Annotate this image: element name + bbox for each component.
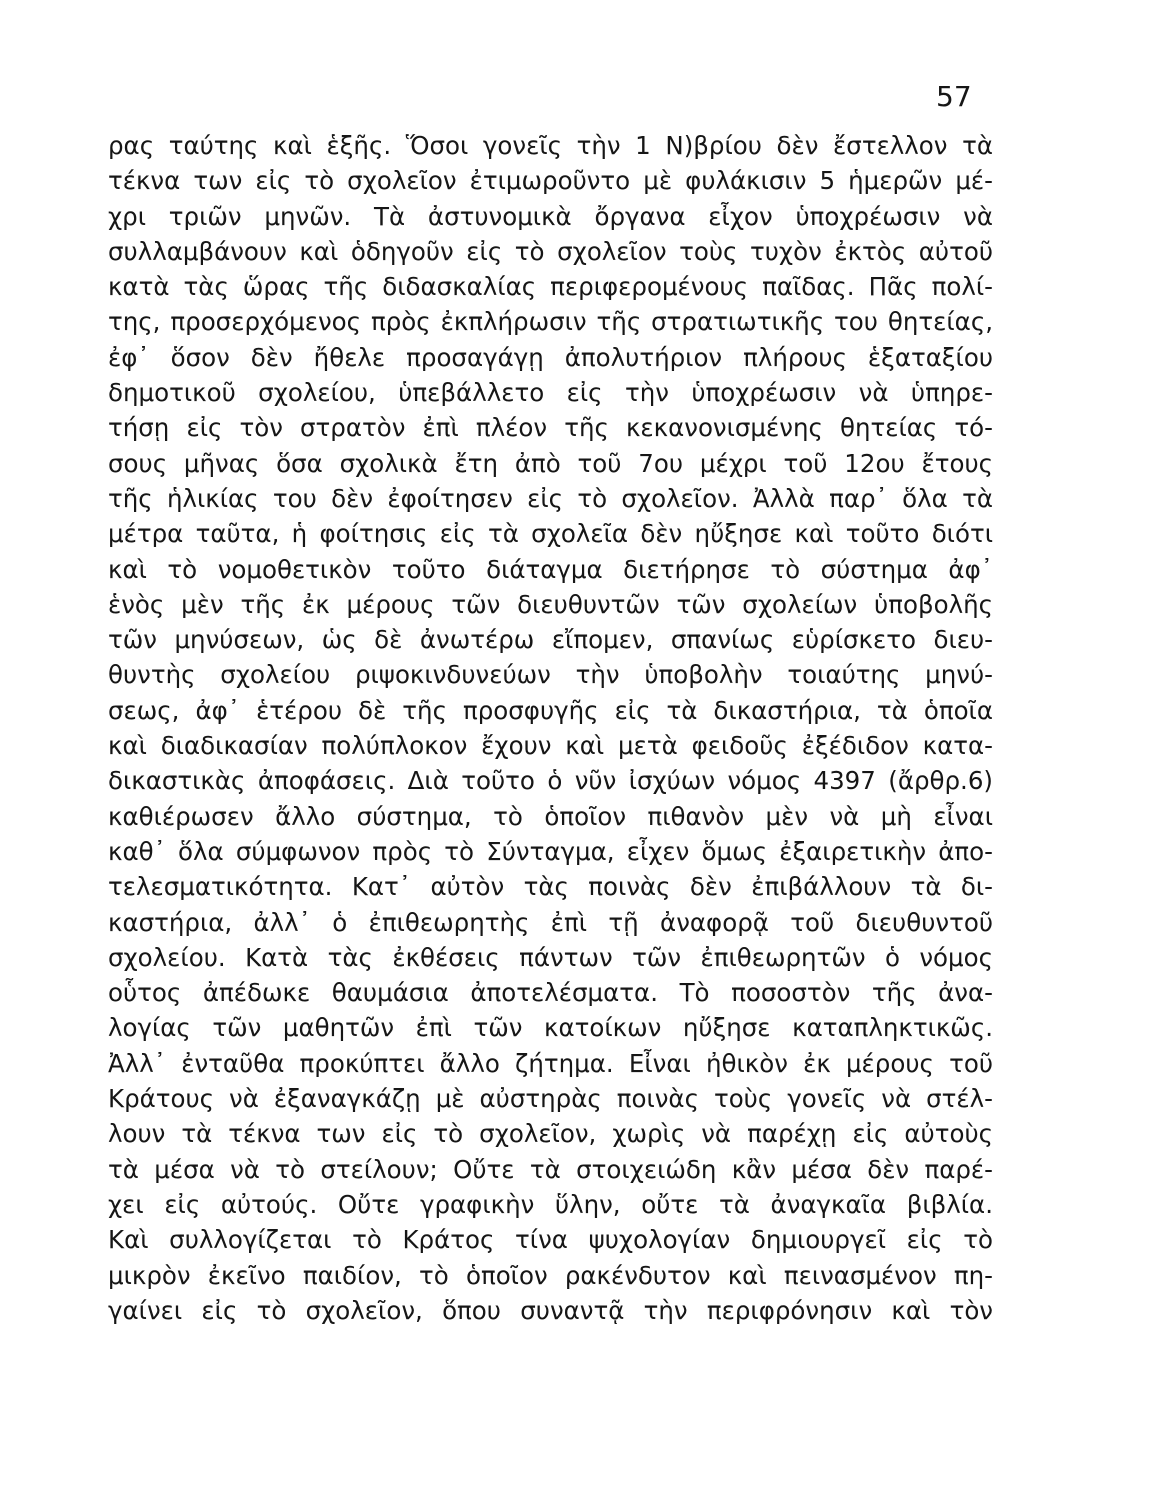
text-line: τήσῃ εἰς τὸν στρατὸν ἐπὶ πλέον τῆς κεκανονισμένης θητείας τό- [108, 413, 993, 443]
text-line: οὗτος ἀπέδωκε θαυμάσια ἀποτελέσματα. Τὸ ποσοστὸν τῆς ἀνα- [108, 978, 993, 1008]
text-line: γαίνει εἰς τὸ σχολεῖον, ὅπου συναντᾷ τὴν περιφρόνησιν καὶ τὸν [108, 1295, 993, 1325]
text-line: χρι τριῶν μηνῶν. Τὰ ἀστυνομικὰ ὄργανα εἶχον ὑποχρέωσιν νὰ [108, 201, 993, 231]
text-line: συλλαμβάνουν καὶ ὁδηγοῦν εἰς τὸ σχολεῖον τοὺς τυχὸν ἐκτὸς αὐτοῦ [108, 236, 993, 266]
text-line: ἑνὸς μὲν τῆς ἐκ μέρους τῶν διευθυντῶν τῶν σχολείων ὑποβολῆς [108, 589, 993, 619]
text-line: καὶ τὸ νομοθετικὸν τοῦτο διάταγμα διετήρησε τὸ σύστημα ἀφ᾽ [108, 554, 993, 584]
text-line: Κράτους νὰ ἐξαναγκάζῃ μὲ αὐστηρὰς ποινὰς τοὺς γονεῖς νὰ στέλ- [108, 1084, 993, 1114]
text-line: Ἀλλ᾽ ἐνταῦθα προκύπτει ἄλλο ζήτημα. Εἶναι ἠθικὸν ἐκ μέρους τοῦ [108, 1048, 993, 1078]
text-line: σχολείου. Κατὰ τὰς ἐκθέσεις πάντων τῶν ἐπιθεωρητῶν ὁ νόμος [108, 942, 993, 972]
text-line: λογίας τῶν μαθητῶν ἐπὶ τῶν κατοίκων ηὔξησε καταπληκτικῶς. [108, 1013, 993, 1043]
text-line: τῆς ἡλικίας του δὲν ἐφοίτησεν εἰς τὸ σχολεῖον. Ἀλλὰ παρ᾽ ὅλα τὰ [108, 483, 993, 513]
text-line: λουν τὰ τέκνα των εἰς τὸ σχολεῖον, χωρὶς νὰ παρέχῃ εἰς αὐτοὺς [108, 1119, 993, 1149]
text-line: δημοτικοῦ σχολείου, ὑπεβάλλετο εἰς τὴν ὑποχρέωσιν νὰ ὑπηρε- [108, 378, 993, 408]
text-line: δικαστικὰς ἀποφάσεις. Διὰ τοῦτο ὁ νῦν ἰσχύων νόμος 4397 (ἄρθρ.6) [108, 766, 993, 796]
text-line: τελεσματικότητα. Κατ᾽ αὐτὸν τὰς ποινὰς δὲν ἐπιβάλλουν τὰ δι- [108, 872, 993, 902]
text-line: μέτρα ταῦτα, ἡ φοίτησις εἰς τὰ σχολεῖα δὲν ηὔξησε καὶ τοῦτο διότι [108, 519, 993, 549]
text-line: σους μῆνας ὅσα σχολικὰ ἔτη ἀπὸ τοῦ 7ου μέχρι τοῦ 12ου ἔτους [108, 448, 993, 478]
text-line: τέκνα των εἰς τὸ σχολεῖον ἐτιμωροῦντο μὲ φυλάκισιν 5 ἡμερῶν μέ- [108, 166, 993, 196]
text-line: καθιέρωσεν ἄλλο σύστημα, τὸ ὁποῖον πιθανὸν μὲν νὰ μὴ εἶναι [108, 801, 993, 831]
text-line: χει εἰς αὐτούς. Οὔτε γραφικὴν ὕλην, οὔτε τὰ ἀναγκαῖα βιβλία. [108, 1189, 993, 1219]
text-line: της, προσερχόμενος πρὸς ἐκπλήρωσιν τῆς στρατιωτικῆς του θητείας, [108, 307, 993, 337]
text-line: τὰ μέσα νὰ τὸ στείλουν; Οὔτε τὰ στοιχειώδη κἂν μέσα δὲν παρέ- [108, 1154, 993, 1184]
text-line: τῶν μηνύσεων, ὡς δὲ ἀνωτέρω εἴπομεν, σπανίως εὑρίσκετο διευ- [108, 625, 993, 655]
text-line: καστήρια, ἀλλ᾽ ὁ ἐπιθεωρητὴς ἐπὶ τῇ ἀναφορᾷ τοῦ διευθυντοῦ [108, 907, 993, 937]
body-text [108, 128, 993, 1328]
text-line: ρας ταύτης καὶ ἑξῆς. Ὅσοι γονεῖς τὴν 1 Ν)βρίου δὲν ἔστελλον τὰ [108, 131, 993, 160]
text-line: καὶ διαδικασίαν πολύπλοκον ἔχουν καὶ μετὰ φειδοῦς ἐξέδιδον κατα- [108, 731, 993, 761]
text-line: καθ᾽ ὅλα σύμφωνον πρὸς τὸ Σύνταγμα, εἶχεν ὅμως ἐξαιρετικὴν ἀπο- [108, 836, 993, 866]
text-line: Καὶ συλλογίζεται τὸ Κράτος τίνα ψυχολογίαν δημιουργεῖ εἰς τὸ [108, 1225, 993, 1255]
text-line: σεως, ἀφ᾽ ἑτέρου δὲ τῆς προσφυγῆς εἰς τὰ δικαστήρια, τὰ ὁποῖα [108, 695, 993, 725]
text-line: μικρὸν ἐκεῖνο παιδίον, τὸ ὁποῖον ρακένδυτον καὶ πεινασμένον πη- [108, 1260, 993, 1290]
page-number: 57 [936, 80, 972, 113]
text-line: θυντὴς σχολείου ριψοκινδυνεύων τὴν ὑποβολὴν τοιαύτης μηνύ- [108, 660, 993, 690]
text-line: κατὰ τὰς ὥρας τῆς διδασκαλίας περιφερομένους παῖδας. Πᾶς πολί- [108, 272, 993, 302]
text-line: ἐφ᾽ ὅσον δὲν ἤθελε προσαγάγῃ ἀπολυτήριον πλήρους ἑξαταξίου [108, 342, 993, 372]
